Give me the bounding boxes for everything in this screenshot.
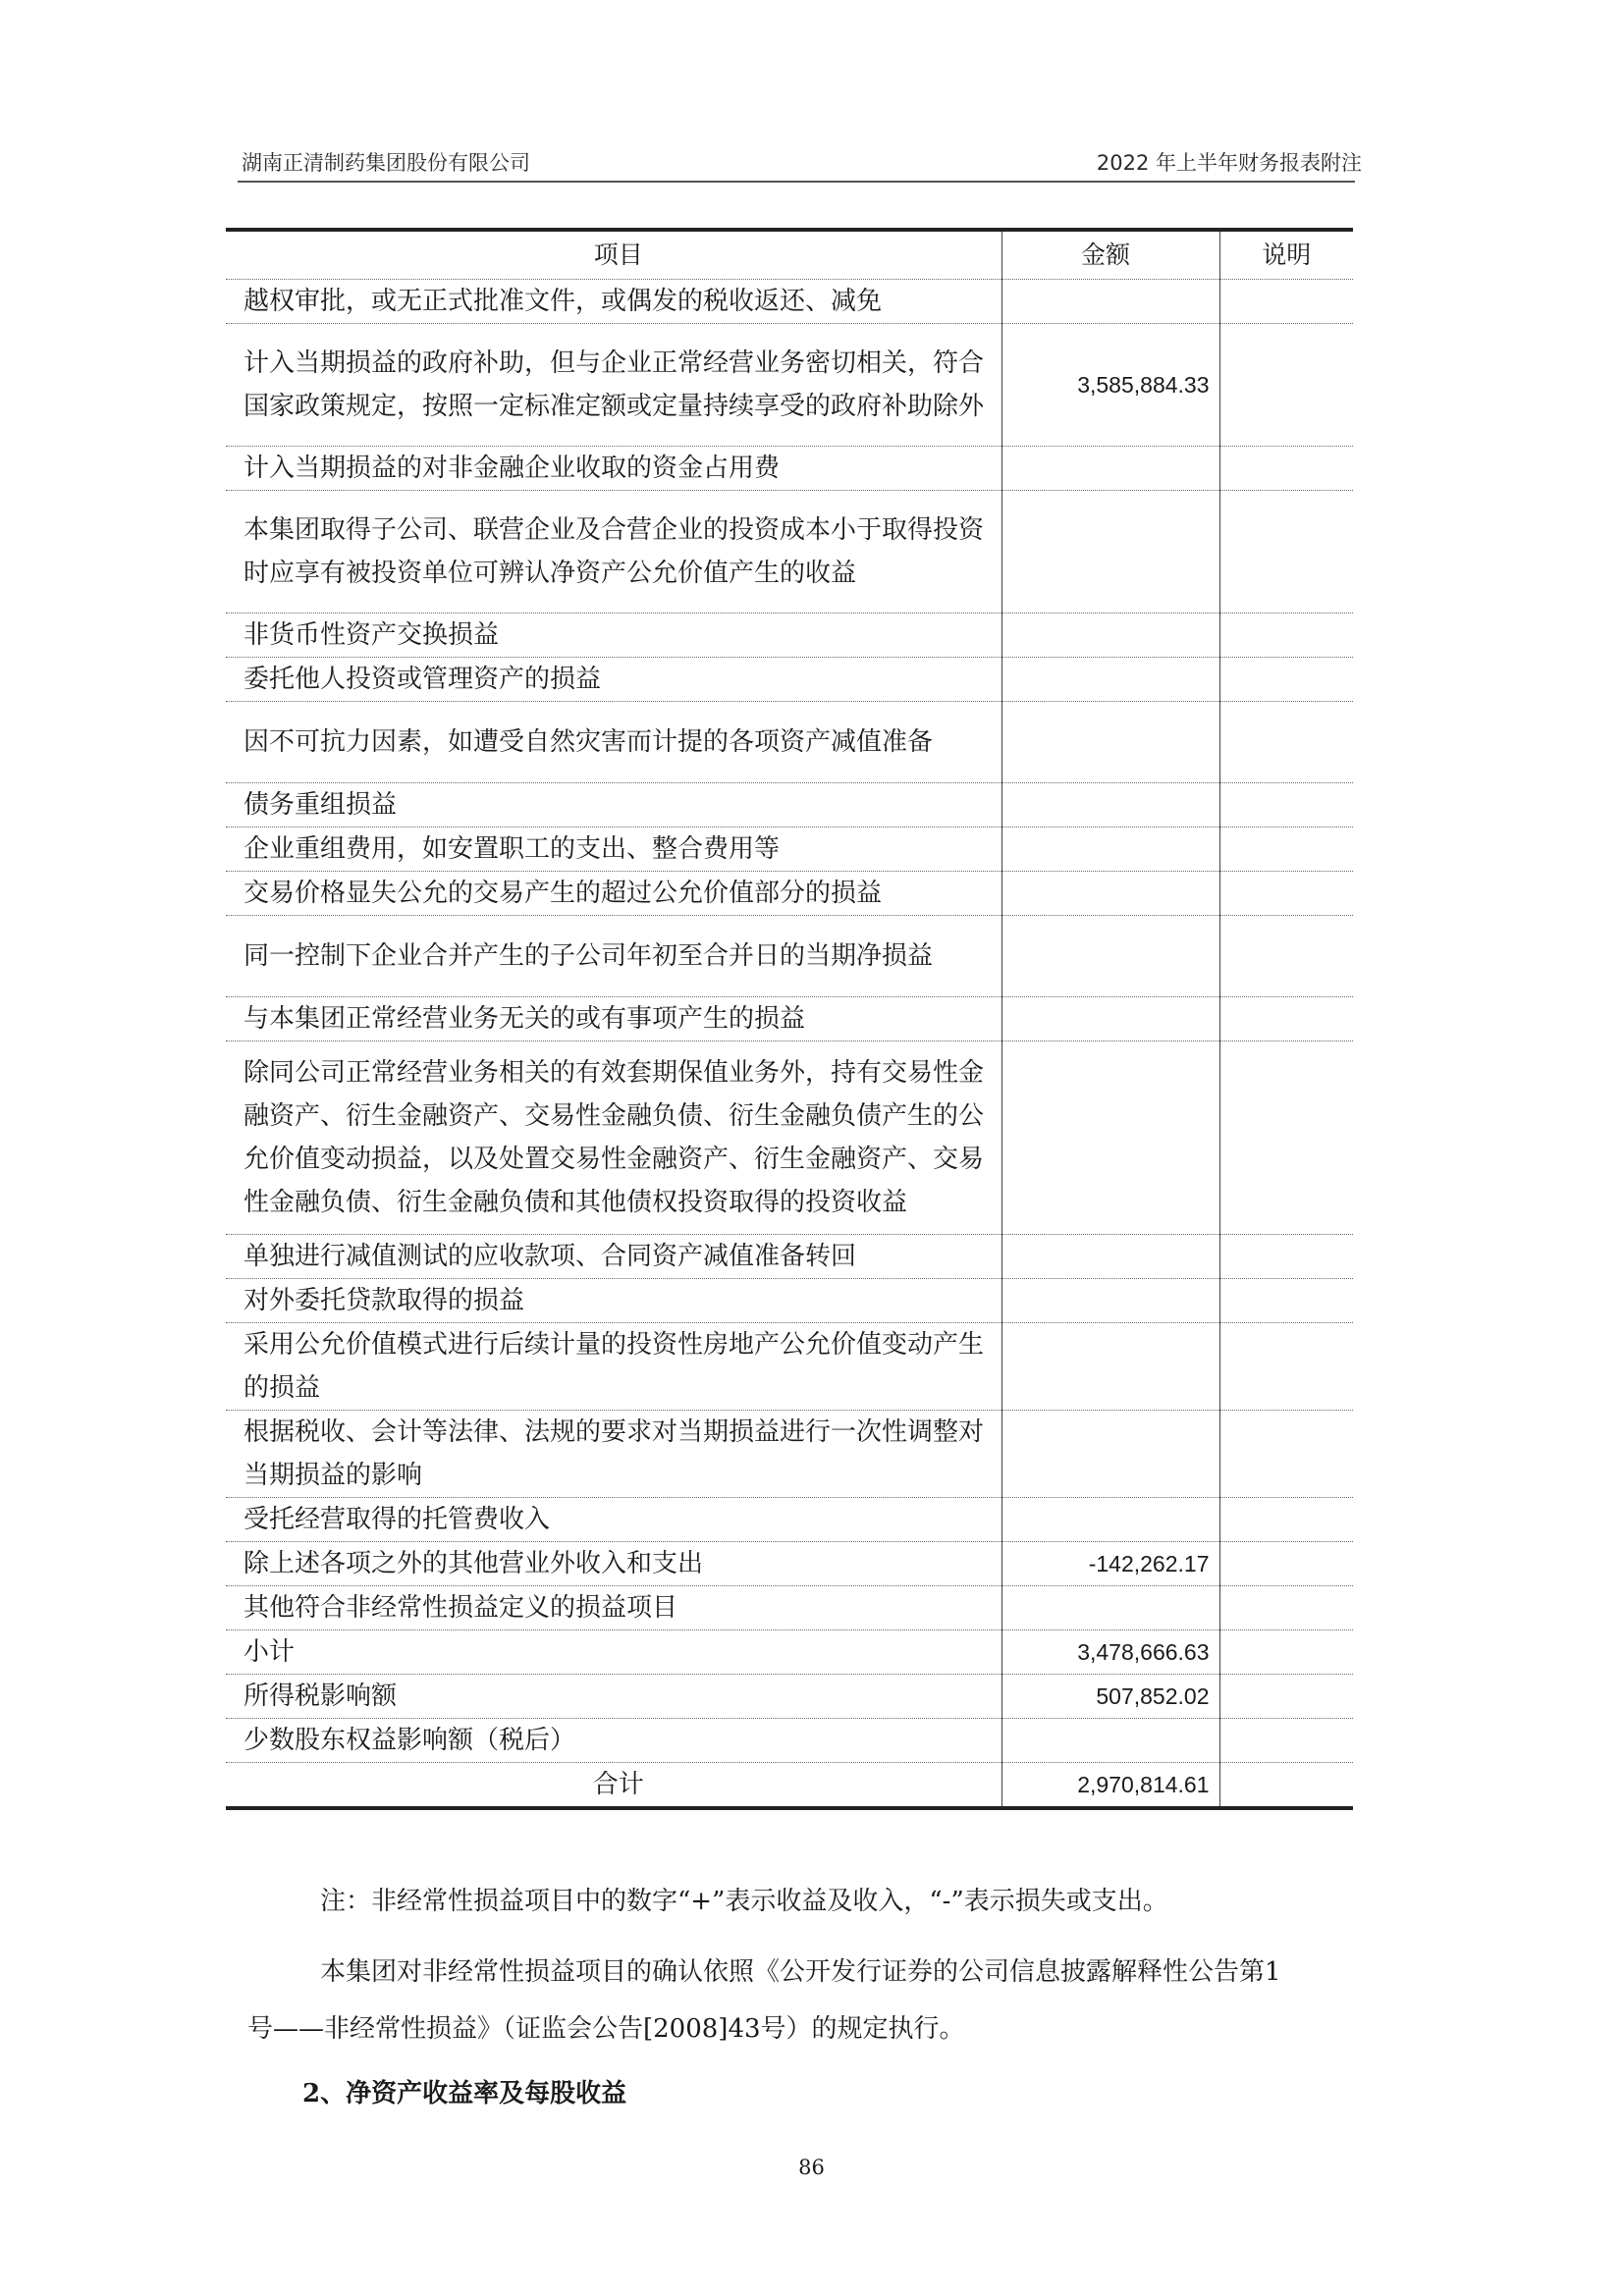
row-note [1219,447,1353,491]
row-amount [1001,783,1219,828]
row-note [1219,1498,1353,1542]
row-amount [1001,658,1219,702]
row-note [1219,1542,1353,1586]
table-row [226,1542,1353,1586]
row-item: 与本集团正常经营业务无关的或有事项产生的损益 [226,997,1001,1041]
row-item: 非货币性资产交换损益 [226,614,1001,658]
row-note [1219,1411,1353,1498]
header-rule [238,181,1355,183]
row-note [1219,1719,1353,1763]
row-amount [1001,916,1219,997]
row-item: 采用公允价值模式进行后续计量的投资性房地产公允价值变动产生的损益 [226,1323,1001,1411]
row-amount [1001,280,1219,324]
note-sign-convention: 注：非经常性损益项目中的数字“+”表示收益及收入，“-”表示损失或支出。 [320,1887,1168,1916]
row-item: 本集团取得子公司、联营企业及合营企业的投资成本小于取得投资时应享有被投资单位可辨认净资产公允价值产生的收益 [226,491,1001,614]
row-amount: 507,852.02 [1001,1675,1219,1719]
row-note [1219,614,1353,658]
row-item: 少数股东权益影响额（税后） [226,1719,1001,1763]
total-row [226,1763,1353,1809]
table-row [226,702,1353,783]
row-note [1219,1586,1353,1630]
table-row [226,1411,1353,1498]
table-row [226,1323,1353,1411]
row-item: 对外委托贷款取得的损益 [226,1279,1001,1323]
row-note [1219,997,1353,1041]
row-note [1219,1041,1353,1235]
row-item: 计入当期损益的对非金融企业收取的资金占用费 [226,447,1001,491]
row-item: 同一控制下企业合并产生的子公司年初至合并日的当期净损益 [226,916,1001,997]
basis-paragraph-line1: 本集团对非经常性损益项目的确认依照《公开发行证券的公司信息披露解释性公告第1 [320,1957,1281,1987]
row-amount [1001,1586,1219,1630]
row-item: 因不可抗力因素，如遭受自然灾害而计提的各项资产减值准备 [226,702,1001,783]
row-amount [1001,1719,1219,1763]
table-row [226,1719,1353,1763]
row-amount: 3,478,666.63 [1001,1630,1219,1675]
row-amount [1001,1323,1219,1411]
row-note [1219,280,1353,324]
table-row [226,491,1353,614]
table-row [226,916,1353,997]
row-amount [1001,872,1219,916]
row-note [1219,872,1353,916]
table-row [226,280,1353,324]
row-amount [1001,1279,1219,1323]
page-number: 86 [798,2156,825,2179]
row-note [1219,1630,1353,1675]
row-item: 越权审批，或无正式批准文件，或偶发的税收返还、减免 [226,280,1001,324]
row-amount: 2,970,814.61 [1001,1763,1219,1809]
row-item: 除同公司正常经营业务相关的有效套期保值业务外，持有交易性金融资产、衍生金融资产、交易性金融负债、衍生金融负债产生的公允价值变动损益，以及处置交易性金融资产、衍生金融资产、交易性金融负债、衍生金融负债和其他债权投资取得的投资收益 [226,1041,1001,1235]
row-note [1219,783,1353,828]
row-item: 计入当期损益的政府补助，但与企业正常经营业务密切相关，符合国家政策规定，按照一定标准定额或定量持续享受的政府补助除外 [226,324,1001,447]
row-amount [1001,702,1219,783]
row-amount [1001,997,1219,1041]
row-amount [1001,828,1219,872]
table-row [226,828,1353,872]
header-company: 湖南正清制药集团股份有限公司 [242,151,530,175]
row-amount [1001,1498,1219,1542]
row-item: 除上述各项之外的其他营业外收入和支出 [226,1542,1001,1586]
row-amount: 3,585,884.33 [1001,324,1219,447]
column-header-item: 项目 [226,230,1001,280]
row-note [1219,1763,1353,1809]
row-amount [1001,1411,1219,1498]
row-note [1219,1323,1353,1411]
row-item: 根据税收、会计等法律、法规的要求对当期损益进行一次性调整对当期损益的影响 [226,1411,1001,1498]
table-row [226,997,1353,1041]
row-amount [1001,491,1219,614]
row-item: 交易价格显失公允的交易产生的超过公允价值部分的损益 [226,872,1001,916]
column-header-amount: 金额 [1001,230,1219,280]
row-note [1219,1279,1353,1323]
row-note [1219,1235,1353,1279]
row-note [1219,828,1353,872]
row-amount [1001,1235,1219,1279]
row-note [1219,1675,1353,1719]
table-row [226,1498,1353,1542]
table-row [226,614,1353,658]
row-note [1219,491,1353,614]
row-amount [1001,614,1219,658]
row-item: 小计 [226,1630,1001,1675]
table-row [226,658,1353,702]
row-item: 单独进行减值测试的应收款项、合同资产减值准备转回 [226,1235,1001,1279]
table-row [226,1675,1353,1719]
row-item: 债务重组损益 [226,783,1001,828]
row-note [1219,916,1353,997]
row-amount: -142,262.17 [1001,1542,1219,1586]
table-header-row [226,230,1353,280]
row-item: 所得税影响额 [226,1675,1001,1719]
table-row [226,1279,1353,1323]
table-row [226,1630,1353,1675]
table-row [226,324,1353,447]
row-item: 合计 [226,1763,1001,1809]
row-note [1219,324,1353,447]
row-amount [1001,447,1219,491]
header-report-title: 2022 年上半年财务报表附注 [1096,151,1362,175]
table-row [226,1041,1353,1235]
table-row [226,1235,1353,1279]
row-item: 委托他人投资或管理资产的损益 [226,658,1001,702]
table-row [226,1586,1353,1630]
row-item: 其他符合非经常性损益定义的损益项目 [226,1586,1001,1630]
row-item: 企业重组费用，如安置职工的支出、整合费用等 [226,828,1001,872]
table-row [226,872,1353,916]
row-note [1219,658,1353,702]
table-row [226,447,1353,491]
basis-paragraph-line2: 号——非经常性损益》（证监会公告[2008]43号）的规定执行。 [247,2014,965,2044]
table-row [226,783,1353,828]
row-amount [1001,1041,1219,1235]
column-header-note: 说明 [1262,240,1312,269]
section-heading-roe-eps: 2、净资产收益率及每股收益 [302,2079,627,2109]
non-recurring-gains-table [226,228,1353,1810]
row-note [1219,702,1353,783]
row-item: 受托经营取得的托管费收入 [226,1498,1001,1542]
